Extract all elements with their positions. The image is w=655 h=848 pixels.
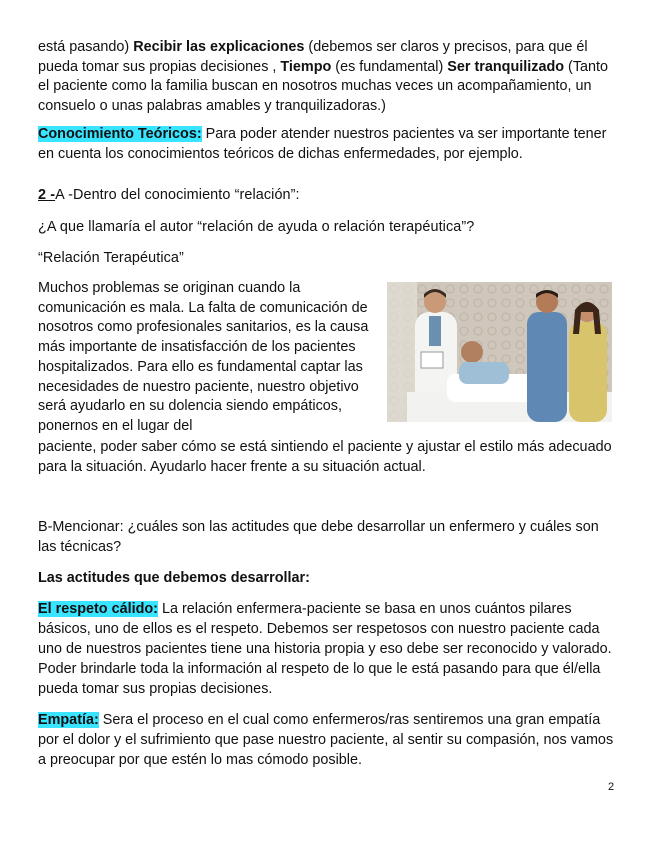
paragraph-empathy: Empatía: Sera el proceso en el cual como enfermeros/ras sentiremos una gran empatía por el dolor y el sufrimiento que pase nuestro paciente, al sentir su compasión, nos vamos a preocupar por que estén lo mas cómodo posible.	[38, 712, 614, 768]
page-number: 2	[608, 781, 615, 793]
paragraph-theoretical-knowledge: Conocimiento Teóricos: Para poder atender nuestros pacientes va ser importante tener en cuenta los conocimientos teóricos de dichas enfermedades, por ejemplo.	[38, 126, 607, 162]
attitudes-heading: Las actitudes que debemos desarrollar:	[38, 570, 310, 586]
paragraph-attitudes-question: B-Mencionar: ¿cuáles son las actitudes que debe desarrollar un enfermero y cuáles son las técnicas?	[38, 519, 599, 555]
question: ¿A que llamaría el autor “relación de ayuda o relación terapéutica”?	[38, 219, 475, 235]
highlight-label: El respeto cálido:	[38, 601, 158, 617]
section-heading-2a: 2 -A -Dentro del conocimiento “relación”:	[38, 187, 300, 203]
paragraph-respect: El respeto cálido: La relación enfermera-paciente se basa en unos cuántos pilares básicos, uno de ellos es el respeto. Debemos ser respetosos con nuestro paciente cada uno de nuestros pacientes tiene una historia propia y eso debe ser reconocido y valorado. Poder brindarle toda la información al respeto de lo que le está pasando para que él/ella pueda tomar sus propias decisiones.	[38, 601, 612, 697]
highlight-label: Conocimiento Teóricos:	[38, 126, 202, 142]
paragraph-communication: Muchos problemas se originan cuando la comunicación es mala. La falta de comunicación de nosotros como profesionales sanitarios, es la causa más importante de insatisfacción de los pacientes hospitalizados. Para ello es fundamental captar las necesidades de nuestro paciente, nuestro objetivo será ayudarlo en su dolencia siendo empáticos, ponernos en el lugar del	[38, 280, 369, 434]
subtitle: “Relación Terapéutica”	[38, 250, 184, 266]
hospital-photo	[387, 282, 612, 422]
paragraph-explanations: está pasando) Recibir las explicaciones (debemos ser claros y precisos, para que él pueda tomar sus propias decisiones , Tiempo (es fundamental) Ser tranquilizado (Tanto el paciente como la familia buscan en nosotros muchas veces un acompañamiento, un consuelo o unas palabras amables y tranquilizadoras.)	[38, 39, 609, 114]
highlight-label: Empatía:	[38, 712, 99, 728]
hospital-scene-image	[387, 282, 612, 422]
paragraph-communication-cont: paciente, poder saber cómo se está sintiendo el paciente y ajustar el estilo más adecuado para la situación. Ayudarlo hacer frente a su situación actual.	[38, 439, 612, 475]
